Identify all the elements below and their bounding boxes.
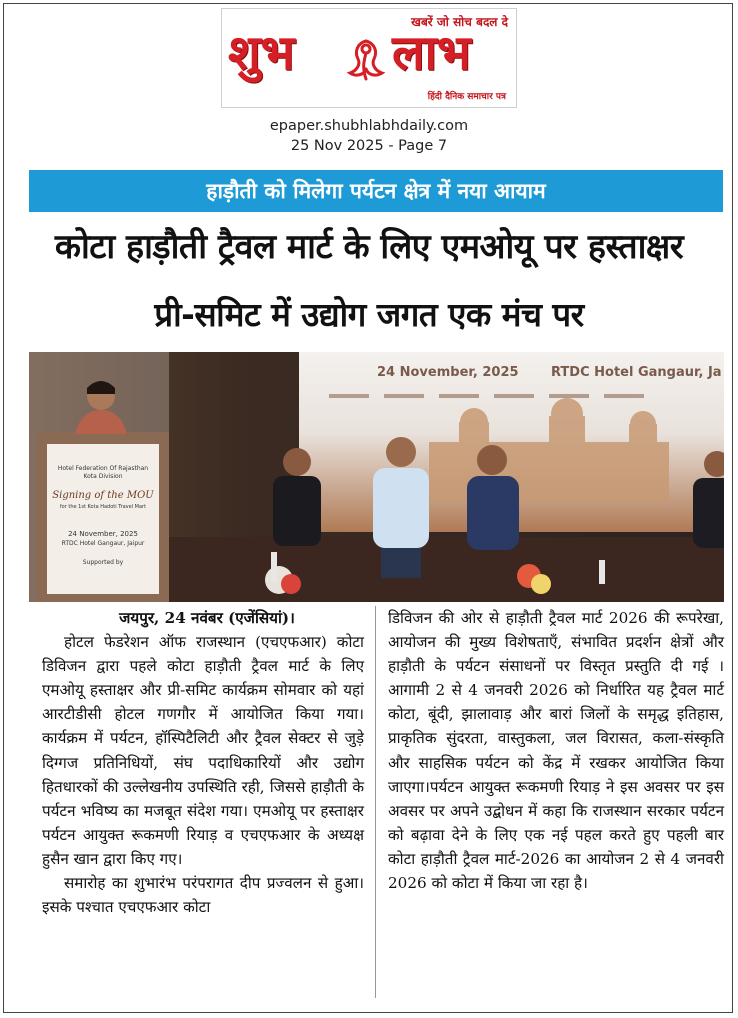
article-paragraph-2: समारोह का शुभारंभ परंपरागत दीप प्रज्वलन से हुआ। इसके पश्चात एचएफआर कोटा (42, 874, 364, 917)
podium-line2: Kota Division (83, 473, 123, 480)
backdrop-date: 24 November, 2025 (377, 365, 519, 380)
kicker-banner: हाड़ौती को मिलेगा पर्यटन क्षेत्र में नया आयाम (29, 170, 723, 212)
ganesh-emblem-icon (340, 33, 392, 85)
headline-secondary: प्री-समिट में उद्योग जगत एक मंच पर (154, 295, 584, 334)
article-column-left (42, 606, 364, 919)
podium-title: Signing of the MOU (52, 490, 154, 501)
masthead-tagline: खबरें जो सोच बदल दे (411, 15, 508, 29)
podium-supported: Supported by (82, 559, 124, 566)
podium-venue: RTDC Hotel Gangaur, Jaipur (61, 540, 145, 547)
podium-line1: Hotel Federation Of Rajasthan (57, 465, 149, 472)
article-column-right (388, 606, 724, 895)
logo-word-shubh: शुभ (228, 25, 295, 81)
podium-date: 24 November, 2025 (68, 530, 138, 538)
event-photo (29, 352, 724, 602)
event-photo-illustration (29, 352, 724, 602)
epaper-url: epaper.shubhlabhdaily.com (269, 118, 469, 134)
podium-sub: for the 1st Kota Hadoti Travel Mart (59, 504, 147, 510)
article-paragraph-1: होटल फेडरेशन ऑफ राजस्थान (एचएफआर) कोटा डिविजन द्वारा पहले कोटा हाड़ौती ट्रैवल मार्ट के लिए एमओयू हस्ताक्षर और प्री-समिट कार्यक्रम सोमवार को यहां आरटीडीसी होटल गणगौर में आयोजित किया गया। कार्यक्रम में पर्यटन, हॉस्पिटैलिटी और ट्रैवल सेक्टर से जुड़े दिग्गज प्रतिनिधियों, संघ पदाधिकारियों और उद्योग हितधारकों की उल्लेखनीय उपस्थिति रही, जिससे हाड़ौती के पर्यटन भविष्य का मजबूत संदेश गया। एमओयू पर हस्ताक्षर पर्यटन आयुक्त रूकमणी रियाड़ व एचएफआर के अध्यक्ष हुसैन खान द्वारा किए गए। (42, 633, 364, 868)
article-paragraph-3: डिविजन की ओर से हाड़ौती ट्रैवल मार्ट 2026 की रूपरेखा, आयोजन की मुख्य विशेषताएँ, संभावित प्रदर्शन क्षेत्रों और हाड़ौती के पर्यटन संसाधनों पर विस्तृत प्रस्तुति दी गई । आगामी 2 से 4 जनवरी 2026 को निर्धारित यह ट्रैवल मार्ट कोटा, बूंदी, झालावाड़ और बारां जिलों के समृद्ध इतिहास, प्राकृतिक सुंदरता, वास्तुकला, जल विरासत, कला-संस्कृति और साहसिक पर्यटन को केंद्र में रखकर आयोजित किया जाएगा।पर्यटन आयुक्त रूकमणी रियाड़ ने इस अवसर पर इस अवसर पर अपने उद्बोधन में कहा कि राजस्थान सरकार पर्यटन को बढ़ावा देने के लिए एक नई पहल करते हुए पहली बार कोटा हाड़ौती ट्रैवल मार्ट-2026 का आयोजन 2 से 4 जनवरी 2026 को कोटा में किया जा रहा है। (388, 609, 724, 893)
masthead-logo (221, 8, 517, 108)
column-divider (375, 606, 376, 998)
headline-primary: कोटा हाड़ौती ट्रैवल मार्ट के लिए एमओयू पर हस्ताक्षर (54, 227, 684, 267)
backdrop-venue: RTDC Hotel Gangaur, Ja (551, 365, 722, 380)
edition-date-page: 25 Nov 2025 - Page 7 (290, 138, 448, 154)
masthead-subline: हिंदी दैनिक समाचार पत्र (427, 92, 506, 102)
article-dateline: जयपुर, 24 नवंबर (एजेंसियां)। (119, 609, 295, 627)
logo-word-labh: लाभ (392, 25, 471, 81)
